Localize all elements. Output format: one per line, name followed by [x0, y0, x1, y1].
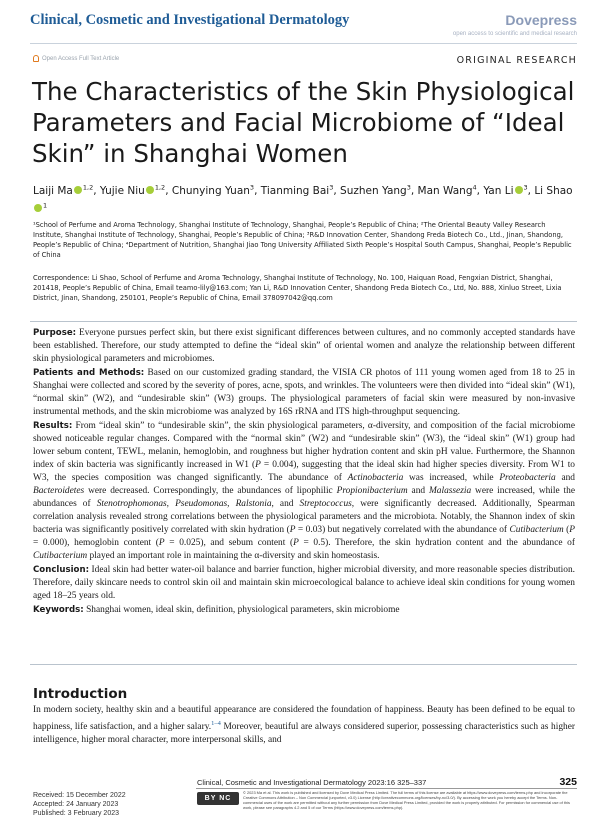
introduction-text	[33, 704, 575, 747]
keywords-text: Shanghai women, ideal skin, definition, physiological parameters, skin microbiome	[86, 605, 400, 615]
correspondence[interactable]: Correspondence: Li Shao, School of Perfume and Aroma Technology, Shanghai Institute of Technology, No. 100, Haiquan Road, Fengxian District, Shanghai, 201418, People’s Republic of China, Email teamo-lily@163.com; Yan Li, R&D Innovation Center, Shandong Freda Biotech Co., Ltd, No. 888, Xinluo Street, Lixia District, Jinan, Shandong, 250101, People’s Republic of China, Email 378097042@qq.com	[33, 274, 562, 302]
publication-dates	[33, 791, 126, 818]
abstract-bottom-divider	[30, 664, 577, 665]
intro-text-part2: Moreover, beautiful are always considered superior, possessing characteristics such as higher intelligence, higher moral character, more interpersonal skills, and	[33, 722, 575, 746]
author-name: Man Wang	[417, 184, 473, 197]
publisher-tagline: open access to scientific and medical research	[452, 31, 577, 37]
affiliations: ¹School of Perfume and Aroma Technology, Shanghai Institute of Technology, Shanghai, People’s Republic of China; ²The Oriental Beauty Valley Research Institute, Shanghai Institute of Technology, Shanghai, People’s Republic of China; ³R&D Innovation Center, Shandong Freda Biotech Co., Ltd., Jinan, Shandong, People’s Republic of China; ⁴Department of Nutrition, Shanghai Jiao Tong University Affiliated Sixth People’s Hospital South Campus, Shanghai, People’s Republic of China	[33, 221, 572, 259]
orcid-icon[interactable]	[74, 186, 82, 194]
page-number: 325	[559, 776, 577, 788]
author: Chunying Yuan$^3$,	[171, 183, 261, 197]
orcid-icon[interactable]	[34, 204, 42, 212]
author-affiliation-ref: 3	[523, 183, 528, 191]
author-name: Li Shao	[534, 184, 573, 197]
author: Man Wang$^4$,	[417, 183, 484, 197]
author: Suzhen Yang$^3$,	[340, 183, 418, 197]
introduction-heading: Introduction	[33, 686, 128, 702]
author: Yujie Niu $^{1,2}$,	[99, 183, 172, 197]
abstract	[33, 327, 575, 618]
publisher-logo[interactable]: Dovepress	[505, 12, 577, 28]
author-affiliation-ref: 3	[406, 183, 411, 191]
author: Laiji Ma $^{1,2}$,	[33, 183, 100, 197]
author-affiliation-ref: 4	[472, 183, 477, 191]
journal-name[interactable]: Clinical, Cosmetic and Investigational Dermatology	[30, 12, 350, 28]
published-date: Published: 3 February 2023	[33, 810, 119, 817]
results-label: Results:	[33, 421, 73, 431]
methods-text: Based on our customized grading standard, the VISIA CR photos of 111 young women aged from 18 to 25 in Shanghai were collected and scored by the severity of pores, acne, spots, and wrinkles. The volunteers were then divided into “ideal skin” (W1), “normal skin” (W2), and “undesirable skin” (W3) groups. The physiological parameters of facial skin were measured by non-invasive instrumental methods, and the skin microbiome was analyzed by 16S rRNA and ITS high-throughput sequencing.	[33, 368, 575, 417]
accepted-date: Accepted: 24 January 2023	[33, 801, 119, 808]
received-date: Received: 15 December 2022	[33, 792, 126, 799]
abstract-conclusion	[33, 564, 575, 603]
conclusion-label: Conclusion:	[33, 565, 90, 575]
abstract-methods	[33, 367, 575, 419]
author: Yan Li $^3$,	[483, 183, 535, 197]
abstract-top-divider	[30, 321, 577, 322]
author: Tianming Bai$^3$,	[260, 183, 341, 197]
intro-text-part1: In modern society, healthy skin and a beautiful appearance are considered the foundation of happiness. Beauty has been defined to be equal to happiness, life satisfaction, and a higher salary.	[33, 705, 575, 733]
author-affiliation-ref: 1,2	[154, 183, 166, 191]
author-affiliation-ref: 1,2	[82, 183, 94, 191]
license-text[interactable]: © 2023 Ma et al. This work is published and licensed by Dove Medical Press Limited. The full terms of this license are available at https://www.dovepress.com/terms.php and incorporate the Creative Commons Attribution – Non Commercial (unported, v3.0) License (http://creativecommons.org/licenses/by-nc/3.0/). By accessing the work you hereby accept the Terms. Non-commercial uses of the work are permitted without any further permission from Dove Medical Press Limited, provided the work is properly attributed. For permission for commercial use of this work, please see paragraphs 4.2 and 5 of our Terms (https://www.dovepress.com/terms.php).	[243, 790, 570, 811]
article-type-label: ORIGINAL RESEARCH	[456, 55, 577, 66]
intro-reference[interactable]: 1–4	[211, 720, 221, 727]
creative-commons-icon[interactable]: BY NC	[197, 792, 239, 805]
orcid-icon[interactable]	[515, 186, 523, 194]
author-name: Chunying Yuan	[171, 184, 250, 197]
author-affiliation-ref: 1	[43, 201, 48, 210]
author-affiliation-ref: 3	[249, 183, 255, 191]
abstract-keywords	[33, 604, 575, 617]
author-list	[33, 180, 578, 217]
purpose-label: Purpose:	[33, 328, 77, 338]
author-affiliation-ref: 3	[329, 183, 334, 191]
open-access-label	[33, 55, 119, 62]
abstract-results: Results: From “ideal skin” to “undesirable skin”, the skin physiological parameters, α-diversity, and composition of the facial microbiome showed noticeable regular changes. Compared with the “normal skin” (W2) and “undesirable skin” (W3), the “ideal skin” (W1) group had lower sebum content, TEWL, melanin, hemoglobin, and roughness but higher hydration content and skin pH value. Furthermore, the Shannon index of skin bacteria was significantly increased in W1 (P = 0.004), suggesting that the ideal skin had higher species diversity. From W1 to W3, the species composition was changed significantly. The abundance of Actinobacteria was increased, while Proteobacteria and Bacteroidetes were decreased. Correspondingly, the abundances of lipophilic Propionibacterium and Malassezia were increased, while the abundances of Stenotrophomonas, Pseudomonas, Ralstonia, and Streptococcus, were significantly decreased. Additionally, Spearman correlation analysis revealed strong correlations between the physiological parameters and the microbiota. Notably, the Shannon index of skin bacteria was significantly positively correlated with skin hydration (P = 0.03) but negatively correlated with the abundance of Cutibacterium (P = 0.000), hemoglobin content (P = 0.025), and sebum content (P = 0.5). Therefore, the skin hydration content and the abundance of Cutibacterium played an important role in maintaining the α-diversity and skin homeostasis.	[33, 421, 576, 561]
keywords-label: Keywords:	[33, 605, 84, 615]
methods-label: Patients and Methods:	[33, 368, 145, 378]
footer-citation: Clinical, Cosmetic and Investigational Dermatology 2023:16 325–337	[197, 778, 427, 787]
header-divider	[30, 43, 577, 44]
abstract-purpose	[33, 327, 575, 366]
author-name: Yan Li	[483, 184, 514, 197]
author-name: Yujie Niu	[99, 184, 145, 197]
open-access-lock-icon	[33, 55, 39, 62]
conclusion-text: Ideal skin had better water-oil balance and barrier function, higher microbial diversity, and more reasonable species distribution. Therefore, daily skincare needs to control skin oil and maintain skin microecological balance to achieve ideal skin conditions for young women aged 18–25 years old.	[33, 565, 575, 601]
article-title: The Characteristics of the Skin Physiological Parameters and Facial Microbiome of “Ideal Skin” in Shanghai Women	[32, 77, 575, 168]
purpose-text: Everyone pursues perfect skin, but there exist significant differences between cultures, and no commonly accepted standards have been established. Therefore, our study attempted to define the “ideal skin” of oriental women and analyze the relationship between different skin physiological parameters and microbiomes.	[33, 328, 575, 364]
author-name: Suzhen Yang	[340, 184, 407, 197]
orcid-icon[interactable]	[146, 186, 154, 194]
footer-divider	[196, 788, 577, 789]
author-name: Laiji Ma	[33, 184, 73, 197]
author-name: Tianming Bai	[260, 184, 330, 197]
open-access-text: Open Access Full Text Article	[42, 55, 120, 62]
